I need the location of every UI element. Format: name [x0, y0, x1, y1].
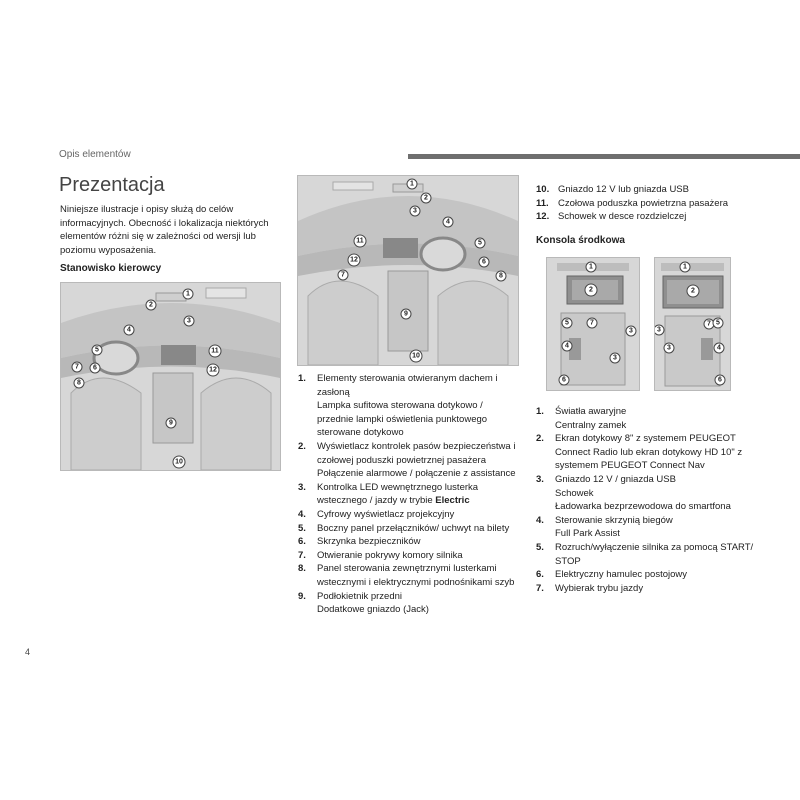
callout-7-text: 7 [75, 363, 79, 371]
callout-1-text: 1 [410, 180, 414, 188]
callout-10-text: 10 [175, 458, 183, 466]
callout-1-text: 1 [186, 290, 190, 298]
console-illustration-10in-svg [655, 258, 730, 390]
callout-7 [704, 319, 714, 329]
callout-7-text: 7 [341, 271, 345, 279]
callout-1 [680, 262, 690, 272]
list-item: 3. Kontrolka LED wewnętrznego lusterka wstecznego / jazdy w trybie Electric [298, 481, 479, 507]
callout-4 [714, 343, 724, 353]
callout-6-text: 6 [482, 258, 486, 266]
callout-3b [626, 326, 636, 336]
callout-3a [610, 353, 620, 363]
console-heading: Konsola środkowa [536, 235, 625, 246]
callout-5-text: 5 [95, 346, 99, 354]
list-item: 7. Otwieranie pokrywy komory silnika [298, 549, 463, 561]
callout-5-text: 5 [478, 239, 482, 247]
callout-3-text: 3 [187, 317, 191, 325]
callout-1-text: 1 [683, 263, 687, 271]
list-item: 8. Panel sterowania zewnętrznymi lusterkami wstecznymi i elektrycznymi podnośnikami szyb [298, 563, 515, 588]
callout-3 [184, 316, 194, 326]
list-item: 2. Wyświetlacz kontrolek pasów bezpieczeństwa i czołowej poduszki powietrznej pasażera Połączenie alarmowe / połączenie z assistance [298, 440, 516, 480]
callout-6 [559, 375, 569, 385]
callout-2 [146, 300, 156, 310]
console-illustration-8in-svg [547, 258, 639, 390]
callout-8 [496, 271, 506, 281]
callout-12 [348, 254, 360, 266]
callout-9 [166, 418, 176, 428]
callout-2-text: 2 [589, 286, 593, 294]
callout-2 [421, 193, 431, 203]
callout-9-text: 9 [404, 310, 408, 318]
list-item: 1. Światła awaryjne Centralny zamek [536, 406, 627, 431]
list-item: 11. Czołowa poduszka powietrzna pasażera [536, 197, 729, 209]
list-item: 5. Boczny panel przełączników/ uchwyt na bilety [298, 522, 510, 534]
callout-12-text: 12 [209, 366, 217, 374]
callout-4-text: 4 [446, 218, 450, 226]
callout-2 [585, 284, 597, 296]
cockpit-legend-list [298, 372, 520, 617]
list-item: 6. Elektryczny hamulec postojowy [536, 569, 687, 581]
callout-10-text: 10 [412, 352, 420, 360]
callout-3-text: 3 [629, 327, 633, 335]
callout-9-text: 9 [169, 419, 173, 427]
callout-12-text: 12 [350, 256, 358, 264]
list-item: 3. Gniazdo 12 V / gniazda USB Schowek Ładowarka bezprzewodowa do smartfona [536, 473, 731, 513]
header-bar [408, 154, 800, 159]
cockpit-illustration-svg [61, 283, 280, 470]
console-illustration-8in [546, 257, 640, 391]
callout-11-text: 11 [211, 347, 219, 355]
callout-6-text: 6 [718, 376, 722, 384]
callout-3b [664, 343, 674, 353]
page-number: 4 [25, 647, 31, 657]
callout-8 [74, 378, 84, 388]
callout-7-text: 7 [707, 320, 711, 328]
callout-4 [443, 217, 453, 227]
callout-10 [410, 350, 422, 362]
section-label: Opis elementów [59, 149, 131, 160]
callout-5 [713, 318, 723, 328]
callout-5 [562, 318, 572, 328]
callout-9 [401, 309, 411, 319]
callout-5-text: 5 [565, 319, 569, 327]
console-illustration-10in [654, 257, 731, 391]
cockpit-illustration-rhd-svg [298, 176, 518, 365]
intro-paragraph: Niniejsze ilustracje i opisy służą do celów informacyjnych. Obecność i lokalizacja niektórych elementów różni się w zależności od wersji lub poziomu wyposażenia. [60, 204, 269, 256]
page-title: Prezentacja [59, 174, 165, 196]
callout-7-text: 7 [590, 319, 594, 327]
callout-7 [338, 270, 348, 280]
callout-11-text: 11 [356, 237, 364, 245]
callout-6-text: 6 [93, 364, 97, 372]
callout-8-text: 8 [499, 272, 503, 280]
callout-1 [586, 262, 596, 272]
list-item: 4. Cyfrowy wyświetlacz projekcyjny [298, 508, 455, 520]
callout-2-text: 2 [424, 194, 428, 202]
cockpit-illustration [60, 282, 281, 471]
callout-2 [687, 285, 699, 297]
callout-6 [90, 363, 100, 373]
callout-7 [587, 318, 597, 328]
callout-5-text: 5 [716, 319, 720, 327]
cockpit-illustration-rhd [297, 175, 519, 366]
callout-3a [655, 325, 664, 335]
callout-4 [124, 325, 134, 335]
list-item: 5. Rozruch/wyłączenie silnika za pomocą START/ STOP [536, 541, 754, 567]
callout-4 [562, 341, 572, 351]
callout-1 [407, 179, 417, 189]
callout-5 [475, 238, 485, 248]
callout-11 [209, 345, 221, 357]
list-item: 12. Schowek w desce rozdzielczej [536, 211, 687, 223]
callout-2-text: 2 [149, 301, 153, 309]
callout-12 [207, 364, 219, 376]
list-item: 9. Podłokietnik przedni Dodatkowe gniazdo (Jack) [298, 590, 429, 616]
callout-1 [183, 289, 193, 299]
callout-6 [715, 375, 725, 385]
callout-4-text: 4 [565, 342, 569, 350]
console-legend-list [536, 405, 758, 595]
callout-3-text: 3 [657, 326, 661, 334]
callout-11 [354, 235, 366, 247]
callout-8-text: 8 [77, 379, 81, 387]
callout-10 [173, 456, 185, 468]
callout-3-text: 3 [413, 207, 417, 215]
list-item: 6. Skrzynka bezpieczników [298, 536, 421, 548]
callout-5 [92, 345, 102, 355]
cockpit-heading: Stanowisko kierowcy [60, 263, 162, 274]
callout-4-text: 4 [717, 344, 721, 352]
callout-7 [72, 362, 82, 372]
callout-2-text: 2 [691, 287, 695, 295]
cockpit-legend-continued [536, 183, 756, 224]
list-item: 2. Ekran dotykowy 8" z systemem PEUGEOT Connect Radio lub ekran dotykowy HD 10" z systemem PEUGEOT Connect Nav [536, 433, 743, 472]
list-item: 4. Sterowanie skrzynią biegów Full Park Assist [536, 514, 673, 540]
callout-6 [479, 257, 489, 267]
list-item: 1. Elementy sterowania otwieranym dachem i zasłoną Lampka sufitowa sterowana dotykowo / przednie lampki oświetlenia punktowego sterowane dotykowo [298, 373, 498, 439]
list-item: 7. Wybierak trybu jazdy [536, 582, 644, 594]
callout-1-text: 1 [589, 263, 593, 271]
callout-3-text: 3 [613, 354, 617, 362]
callout-4-text: 4 [127, 326, 131, 334]
callout-3 [410, 206, 420, 216]
callout-3-text: 3 [667, 344, 671, 352]
list-item: 10. Gniazdo 12 V lub gniazda USB [536, 184, 689, 195]
electric-label: Electric [435, 495, 470, 507]
callout-6-text: 6 [562, 376, 566, 384]
